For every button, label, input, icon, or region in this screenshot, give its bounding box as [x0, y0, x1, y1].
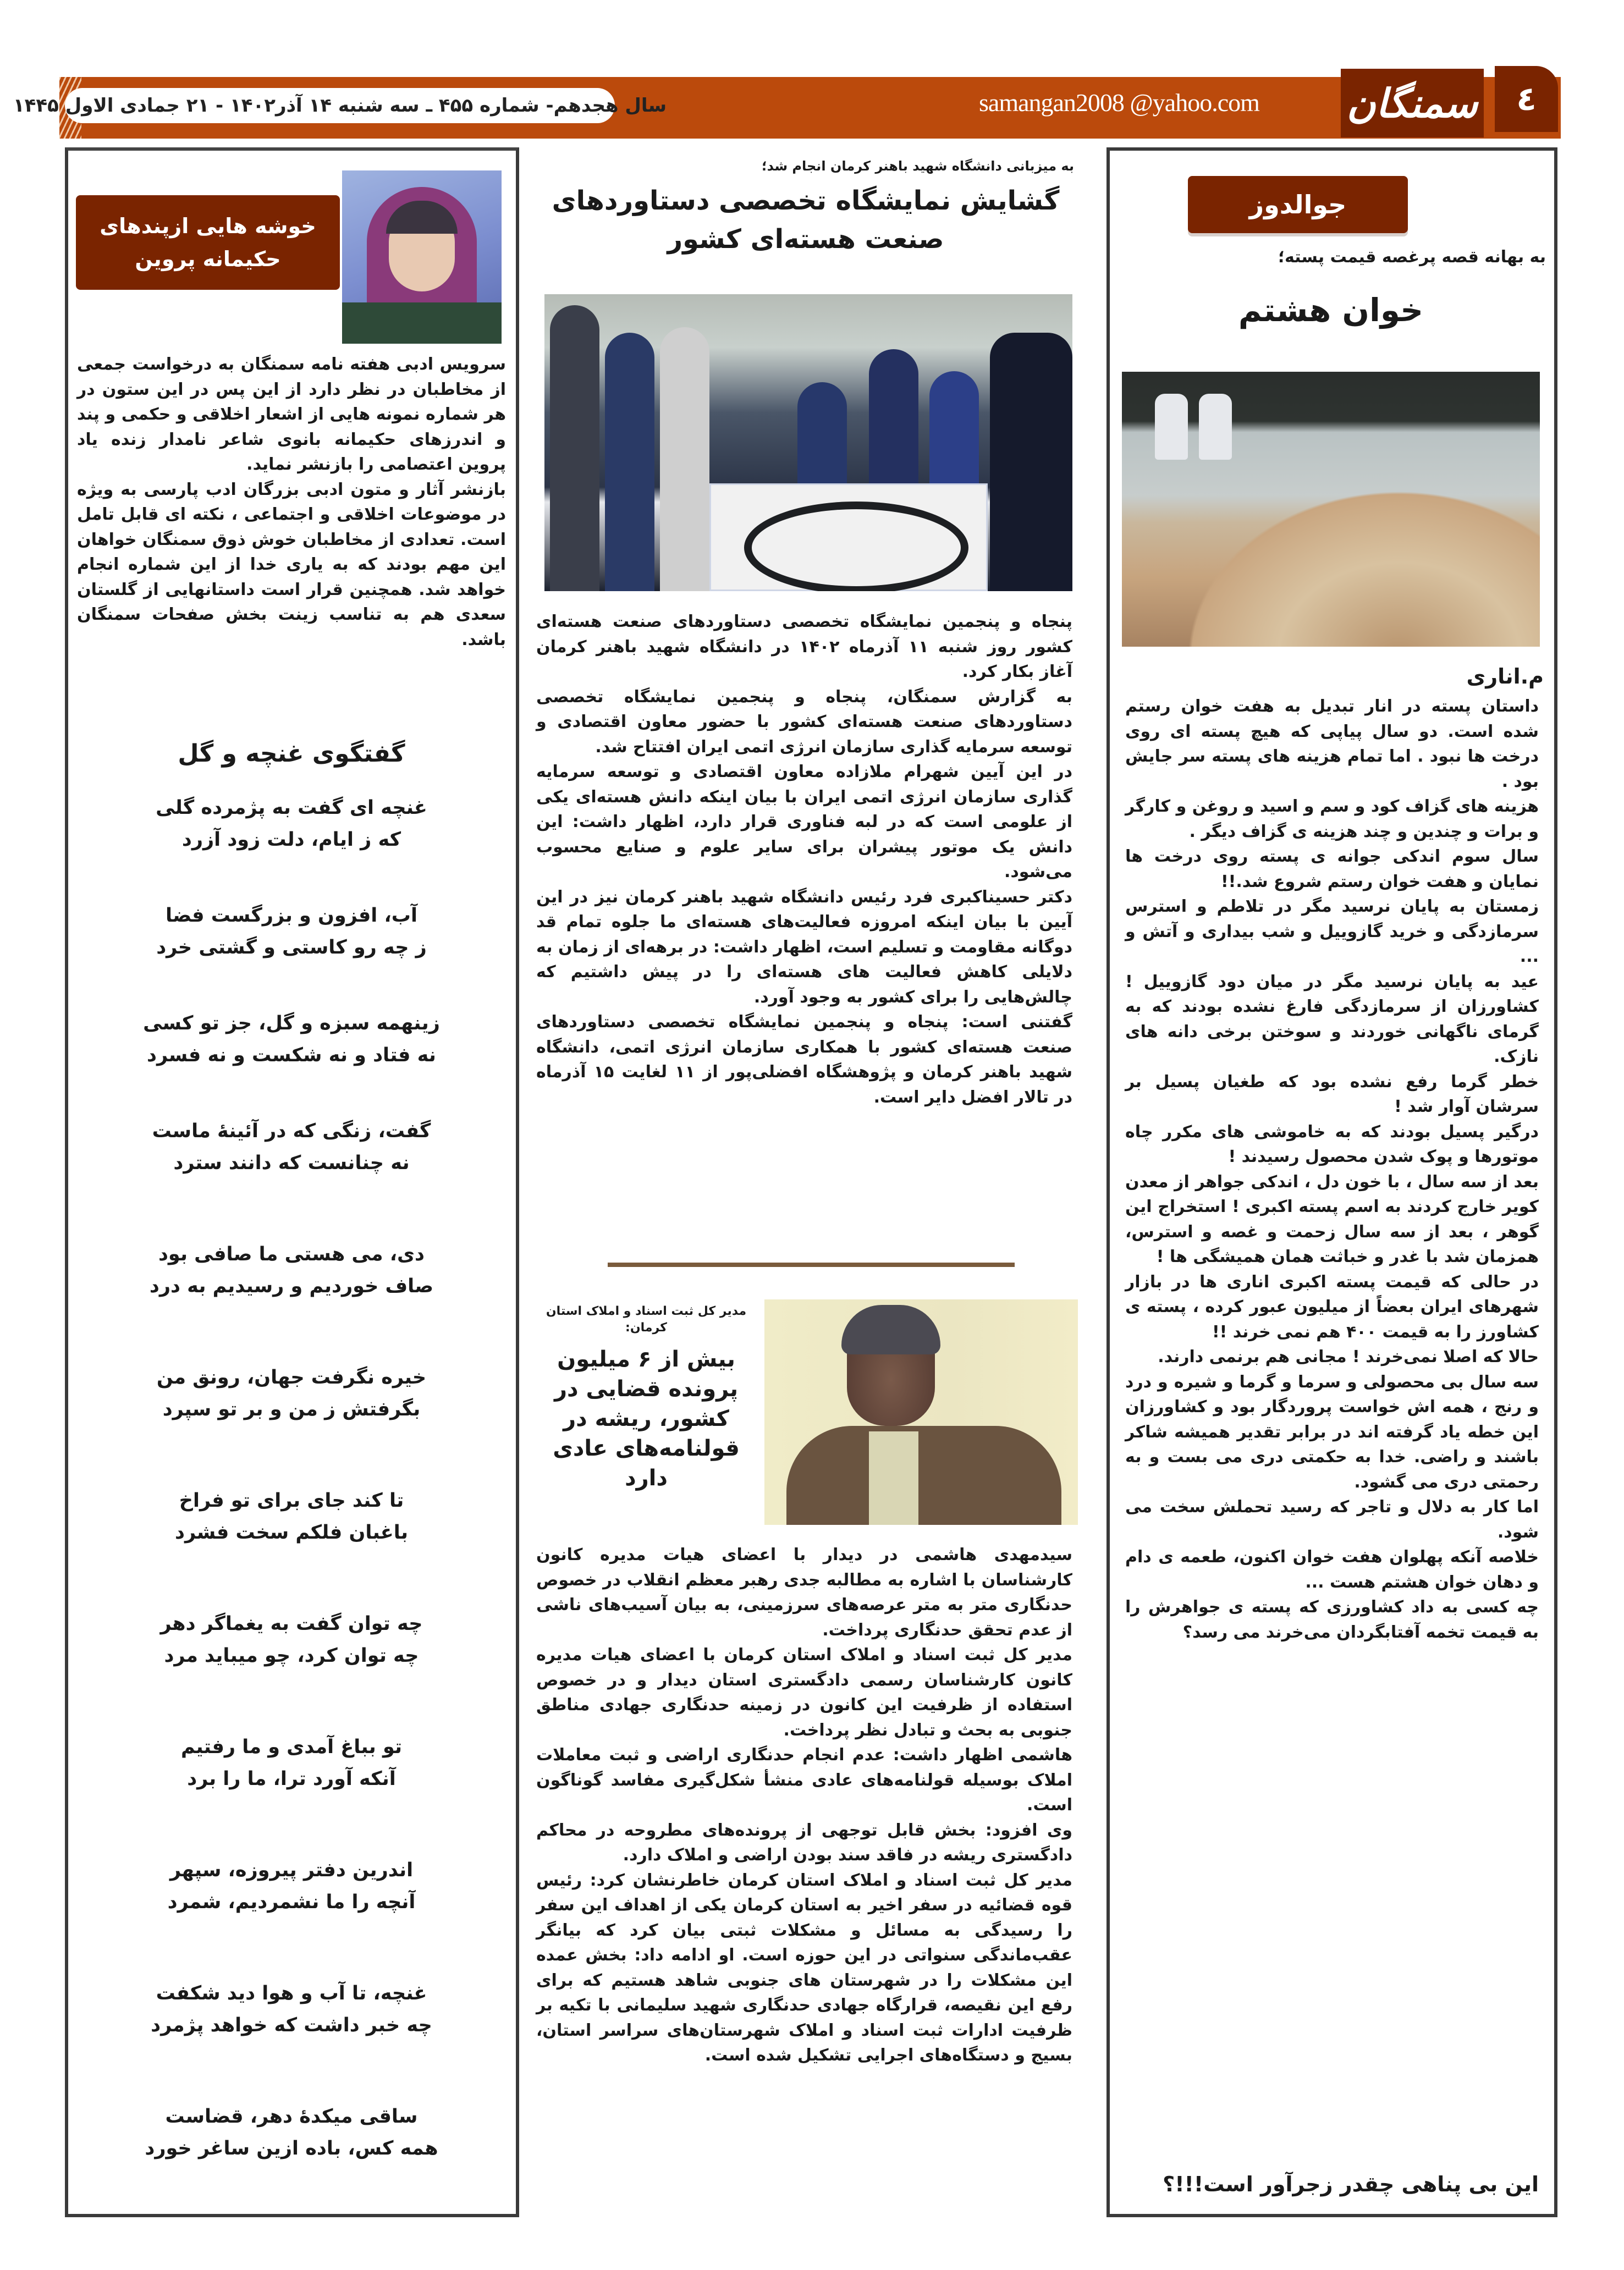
paragraph: گفتنی است: پنجاه و پنجمین نمایشگاه تخصصی دستاوردهای صنعت هسته‌ای کشور با همکاری سازمان انرژی اتمی، دانشگاه شهید باهنر کرمان و پژوهشگاه افضلی‌پور از ۱۱ لغایت ۱۵ آذرماه در تالار افضل دایر است. [536, 1012, 1072, 1107]
poem-line: ز چه رو کاستی و گشتی خرد [156, 936, 427, 958]
poem-line: غنچه، تا آب و هوا دید شکفت [156, 1982, 427, 2004]
poem-stanza [77, 1485, 506, 1549]
poem [77, 792, 506, 2224]
poem-line: آنچه را ما نشمردیم، شمرد [167, 1891, 416, 1913]
reactor-model [709, 483, 988, 591]
article-closing-line: این بی پناهی چقدر زجرآور است!!!؟ [1163, 2172, 1539, 2196]
poem-line: خیره نگرفت جهان، رونق من [156, 1367, 427, 1389]
section-label-line: حکیمانه پروین [135, 247, 281, 271]
shirt-shape [869, 1431, 918, 1525]
poem-stanza [77, 1362, 506, 1425]
poem-stanza [77, 1608, 506, 1672]
article-kicker: به میزبانی دانشگاه شهید باهنر کرمان انجام شد؛ [761, 158, 1074, 174]
poem-stanza [77, 1007, 506, 1071]
poem-line: تو بباغ آمدی و ما رفتیم [180, 1736, 403, 1758]
poem-line: چه خبر داشت که خواهد پژمرد [151, 2014, 432, 2036]
poem-line: آب، افزون و بزرگست فضا [166, 905, 417, 927]
paragraph: سرویس ادبی هفته نامه سمنگان به درخواست جمعی از مخاطبان در نظر دارد از این پس در این ستون در هر شماره نمونه هایی از اشعار اخلاقی و حکمی و پند و اندرزهای حکیمانه بانوی شاعر نامدار زنده یاد پروین اعتصامی را بازنشر نماید. [77, 355, 506, 474]
section-label-parvin [76, 195, 340, 290]
pistachio-photo [1122, 372, 1540, 647]
paragraph: زمستان به پایان نرسید مگر در تلاطم و استرس سرمازدگی و خرید گازوییل و شب بیداری و آتش و ... [1125, 897, 1539, 966]
poem-stanza [77, 1977, 506, 2041]
paragraph: بازنشر آثار و متون ادبی بزرگان ادب پارسی به ویژه در موضوعات اخلاقی و اجتماعی ، نکته ای قابل تامل است. تعدادی از مخاطبان خوش ذوق سمنگان خواهان این مهم بودند که به یاری خدا از این شماره انجام خواهد شد. همچنین قرار است داستانهایی از گلستان سعدی هم به تناسب زینت بخش صفحات سمنگان باشد. [77, 480, 506, 649]
poem-line: غنچه ای گفت به پژمرده گلی [156, 797, 427, 819]
poem-line: اندرین دفتر پیروزه، سپهر [169, 1859, 414, 1881]
poet-portrait [342, 170, 502, 344]
poem-stanza [77, 1238, 506, 1302]
poem-stanza [77, 1731, 506, 1795]
sack-shape [1155, 394, 1188, 460]
person-shape [550, 305, 599, 591]
poem-line: دی، می هستی ما صافی بود [158, 1243, 425, 1265]
poem-stanza [77, 900, 506, 963]
poem-line: تا کند جای برای تو فراخ [179, 1490, 404, 1512]
article-divider [608, 1263, 1015, 1267]
poem-stanza [77, 792, 506, 856]
paragraph: در حالی که قیمت پسته اکبری اناری ها در بازار شهرهای ایران بعضاً از میلیون عبور کرده ، پسته ی کشاورز را به قیمت ۴۰۰ هم نمی خرند !! [1125, 1272, 1539, 1342]
coat-shape [342, 302, 502, 344]
poem-line: بگرفتش ز من و بر تو سپرد [162, 1398, 421, 1420]
paragraph: مدیر کل ثبت اسناد و املاک استان کرمان خاطرنشان کرد: رئیس قوه قضائیه در سفر اخیر به استان کرمان یکی از اهداف این سفر را رسیدگی به مسائل و مشکلات ثبتی بیان کرد که بیانگر عقب‌ماندگی سنواتی در این حوزه است. او ادامه داد: بخش عمده این مشکلات را در شهرستان های جنوبی شاهد هستیم که برای رفع این نقیصه، قرارگاه جهادی حدنگاری شهید سلیمانی با تکیه بر ظرفیت ادارات ثبت اسناد و املاک شهرستان‌های سراسر استان، بسیج و دستگاه‌های اجرایی تشکیل شده است. [536, 1870, 1072, 2065]
paragraph: مدیر کل ثبت اسناد و املاک استان کرمان با اعضای هیات مدیره کانون کارشناسان رسمی دادگستری استان دیدار و در خصوص استفاده از ظرفیت این کانون در زمینه حدنگاری جهادی مناطق جنوبی به بحث و تبادل نظر پرداخت. [536, 1645, 1072, 1740]
poem-line: نه چنانست که دانند سترد [173, 1152, 410, 1174]
paragraph: عید به پایان نرسید مگر در میان دود گازوییل ! کشاورزان از سرمازدگی فارغ نشده بودند که به گرمای ناگهانی خوردند و سوختن برخی دانه های نازک. [1125, 972, 1539, 1066]
poem-line: باغبان فلکم سخت فشرد [174, 1522, 409, 1544]
paragraph: چه کسی به داد کشاورزی که پسته ی جواهرش را به قیمت تخمه آفتابگردان می‌خرند می رسد؟ [1125, 1597, 1539, 1642]
paragraph: خلاصه آنکه پهلوان هفت خوان اکنون، طعمه ی دام و دهان خوان هشتم هست ... [1125, 1547, 1539, 1592]
paragraph: دکتر حسیناکبری فرد رئیس دانشگاه شهید باهنر کرمان نیز در این آیین با بیان اینکه امروزه فعالیت‌های هسته‌ای ما جلوه تمام قد دوگانه مقاومت و تسلیم است، اظهار داشت: در برهه‌ای از زمان به دلایلی کاهش فعالیت های هسته‌ای را در پیش داشتیم که چالش‌هایی را برای کشور به وجود آورد. [536, 887, 1072, 1007]
paragraph: هاشمی اظهار داشت: عدم انجام حدنگاری اراضی و ثبت معاملات املاک بوسیله قولنامه‌های عادی منشأ شکل‌گیری مفاسد گوناگون است. [536, 1745, 1072, 1815]
poem-line: صاف خوردیم و رسیدیم به درد [149, 1275, 434, 1297]
paragraph: اما کار به دلال و تاجر که رسید تحملش سخت می شود. [1125, 1497, 1539, 1542]
article-body [536, 609, 1072, 1110]
paragraph: به گزارش سمنگان، پنجاه و پنجمین نمایشگاه تخصصی دستاوردهای صنعت هسته‌ای کشور با حضور معاون اقتصادی و توسعه سرمایه گذاری سازمان انرژی اتمی ایران افتتاح شد. [536, 687, 1072, 757]
poem-title: گفتگوی غنچه و گل [178, 740, 405, 768]
expo-photo [544, 294, 1072, 591]
section-label-javaldooz: جوالدوز [1188, 176, 1408, 233]
suit-shape [786, 1426, 1061, 1525]
poem-line: نه فتاد و نه شکست و نه فسرد [147, 1044, 436, 1066]
paragraph: هزینه های گزاف کود و سم و اسید و روغن و کارگر و برات و چندین و چند هزینه ی گزاف دیگر . [1125, 797, 1539, 841]
article-headline: بیش از ۶ میلیون پرونده قضایی در کشور، ریشه در قولنامه‌های عادی دارد [553, 1347, 740, 1491]
article-kicker: مدیر کل ثبت اسناد و املاک استان کرمان: [546, 1304, 747, 1335]
pistachio-pile-shape [1155, 465, 1540, 647]
poem-stanza [77, 1854, 506, 1918]
paragraph: درگیر پسیل بودند که به خاموشی های مکرر چاه موتورها و پوک شدن محصول رسیدند ! [1125, 1122, 1539, 1166]
paragraph: پنجاه و پنجمین نمایشگاه تخصصی دستاوردهای صنعت هسته‌ای کشور روز شنبه ۱۱ آذرماه ۱۴۰۲ در دانشگاه شهید باهنر کرمان آغاز بکار کرد. [536, 612, 1073, 681]
poem-line: ساقی میکدهٔ دهر، قضاست [165, 2106, 418, 2128]
column-intro [77, 352, 506, 652]
paragraph: سال سوم اندکی جوانه ی پسته روی درخت ها نمایان و هفت خوان رستم شروع شد.!! [1125, 847, 1539, 891]
paragraph: خطر گرما رفع نشده بود که طغیان پسیل بر سرشان آوار شد ! [1125, 1072, 1539, 1116]
newspaper-logo [1341, 69, 1484, 137]
poem-line: چه توان گفت به یغماگر دهر [160, 1613, 423, 1635]
poem-line: که ز ایام، دلت زود آزرد [181, 829, 401, 851]
poem-line: زینهمه سبزه و گل، جز تو کسی [143, 1012, 440, 1034]
paragraph: بعد از سه سال ، با خون دل ، اندکی جواهر از معدن کویر خارج کردند به اسم پسته اکبری ! استخراج این گوهر ، بعد از سه سال زحمت و غصه و استرس، همزمان شد با غدر و خباثت همان همیشگی ها ! [1125, 1172, 1539, 1266]
official-photo [764, 1299, 1078, 1525]
article-body [1125, 694, 1539, 1645]
article-body [536, 1542, 1072, 2068]
poem-line: آنکه آورد ترا، ما را برد [187, 1768, 396, 1790]
poem-stanza [77, 2101, 506, 2164]
hair-shape [841, 1305, 940, 1354]
poem-line: همه کس، باده ازین ساغر خورد [145, 2137, 438, 2159]
poem-line: گفت، زنگی که در آئینهٔ ماست [152, 1120, 431, 1142]
sack-shape [1199, 394, 1232, 460]
page-number: ٤ [1495, 66, 1558, 132]
poem-line: چه توان کرد، چو میباید مرد [164, 1645, 419, 1667]
person-shape [660, 327, 709, 591]
article-byline: م.اناری [1466, 664, 1544, 688]
poem-stanza [77, 1115, 506, 1179]
paragraph: در این آیین شهرام ملازاده معاون اقتصادی و توسعه سرمایه گذاری سازمان انرژی اتمی ایران با بیان اینکه دانش هسته‌ای یکی از علومی است که در لبه فناوری قرار دارد، اظهار داشت: این دانش یک موتور پیشران برای سایر علوم و صنایع محسوب می‌شود. [536, 762, 1072, 881]
paragraph: داستان پسته در انار تبدیل به هفت خوان رستم شده است. دو سال پیاپی که هیچ پسته ای روی درخت ها نبود . اما تمام هزینه های پسته سر جایش بود . [1125, 697, 1539, 791]
contact-email[interactable]: samangan2008 @yahoo.com [979, 89, 1259, 117]
person-shape [990, 333, 1072, 591]
paragraph: حالا که اصلا نمی‌خرند ! مجانی هم برنمی دارند. [1158, 1347, 1539, 1367]
article-kicker: به بهانه قصه پرغصه قیمت پسته؛ [1278, 247, 1546, 267]
issue-info: سال هجدهم- شماره ۴۵۵ ـ سه شنبه ۱۴ آذر۱۴۰۲ - ۲۱ جمادی الاول ۱۴۴۵ [65, 88, 615, 123]
logo-text: سمنگان [1346, 80, 1478, 126]
paragraph: سه سال بی محصولی و سرما و گرما و شیره و درد و رنج ، همه اش خواست پروردگار بود و کشاورزان این خطه یاد گرفته اند در برابر تقدیر همیشه شاکر باشند و راضی. خدا به حکمتی دری می بست و به رحمتی دری می گشود. [1125, 1372, 1539, 1492]
article-headline: گشایش نمایشگاه تخصصی دستاوردهای صنعت هسته‌ای کشور [552, 185, 1060, 255]
paragraph: وی افزود: بخش قابل توجهی از پرونده‌های مطروحه در محاکم دادگستری ریشه در فاقد سند بودن اراضی و املاک دارد. [536, 1820, 1072, 1865]
section-label-line: خوشه هایی ازپندهای [100, 214, 316, 238]
paragraph: سیدمهدی هاشمی در دیدار با اعضای هیات مدیره کانون کارشناسان با اشاره به مطالبه جدی رهبر معظم انقلاب در خصوص حدنگاری متر به متر عرصه‌های سرزمینی، به بیان آسیب‌های ناشی از عدم تحقق حدنگاری پرداخت. [536, 1545, 1072, 1640]
article-headline: خوان هشتم [1238, 291, 1424, 329]
person-shape [605, 333, 654, 591]
